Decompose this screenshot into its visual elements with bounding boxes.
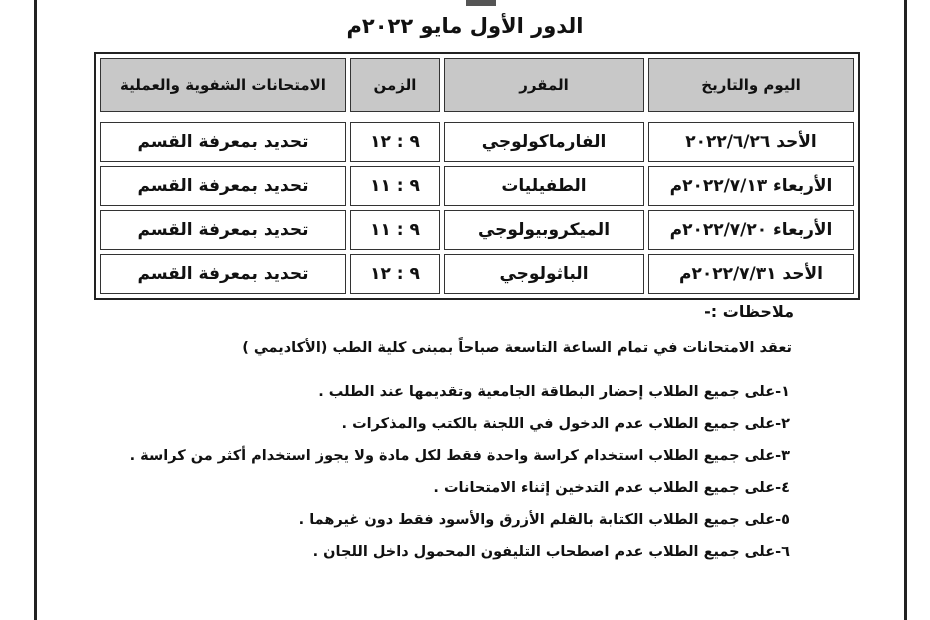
top-text-fragment	[466, 0, 496, 6]
notes-heading: ملاحظات :-	[704, 302, 794, 321]
header-oral-practical: الامتحانات الشفوية والعملية	[100, 58, 346, 112]
table-row	[100, 254, 854, 294]
list-item: ٥-على جميع الطلاب الكتابة بالقلم الأزرق والأسود فقط دون غيرهما .	[298, 512, 790, 528]
cell-oral: تحديد بمعرفة القسم	[100, 166, 346, 206]
cell-course: الطفيليات	[444, 166, 644, 206]
cell-course: الباثولوجي	[444, 254, 644, 294]
cell-time: ٩ : ١٢	[350, 122, 440, 162]
header-time: الزمن	[350, 58, 440, 112]
table-row	[100, 166, 854, 206]
cell-date: الأحد ٢٠٢٢/٧/٣١م	[648, 254, 854, 294]
cell-course: الميكروبيولوجي	[444, 210, 644, 250]
list-item: ٢-على جميع الطلاب عدم الدخول في اللجنة بالكتب والمذكرات .	[341, 416, 790, 432]
table-header-row	[100, 58, 854, 112]
cell-oral: تحديد بمعرفة القسم	[100, 210, 346, 250]
list-item: ٣-على جميع الطلاب استخدام كراسة واحدة فقط لكل مادة ولا يجوز استخدام أكثر من كراسة .	[129, 448, 790, 464]
table-separator	[100, 116, 854, 118]
page-border-left	[34, 0, 37, 620]
notes-list	[130, 380, 790, 572]
table-row	[100, 210, 854, 250]
cell-date: الأربعاء ٢٠٢٢/٧/٢٠م	[648, 210, 854, 250]
list-item: ٦-على جميع الطلاب عدم اصطحاب التليفون المحمول داخل اللجان .	[312, 544, 790, 560]
cell-oral: تحديد بمعرفة القسم	[100, 122, 346, 162]
cell-time: ٩ : ١١	[350, 210, 440, 250]
table-row	[100, 122, 854, 162]
list-item: ٤-على جميع الطلاب عدم التدخين إثناء الامتحانات .	[433, 480, 790, 496]
page-border-right	[904, 0, 907, 620]
list-item: ١-على جميع الطلاب إحضار البطاقة الجامعية وتقديمها عند الطلب .	[318, 384, 790, 400]
header-course: المقرر	[444, 58, 644, 112]
exam-schedule-table	[94, 52, 860, 300]
cell-course: الفارماكولوجي	[444, 122, 644, 162]
cell-date: الأربعاء ٢٠٢٢/٧/١٣م	[648, 166, 854, 206]
cell-time: ٩ : ١١	[350, 166, 440, 206]
header-date: اليوم والتاريخ	[648, 58, 854, 112]
page-title: الدور الأول مايو ٢٠٢٢م	[346, 14, 584, 38]
cell-time: ٩ : ١٢	[350, 254, 440, 294]
cell-oral: تحديد بمعرفة القسم	[100, 254, 346, 294]
notes-intro: تعقد الامتحانات في تمام الساعة التاسعة صباحاً بمبنى كلية الطب (الأكاديمي )	[242, 340, 792, 356]
cell-date: الأحد ٢٠٢٢/٦/٢٦	[648, 122, 854, 162]
